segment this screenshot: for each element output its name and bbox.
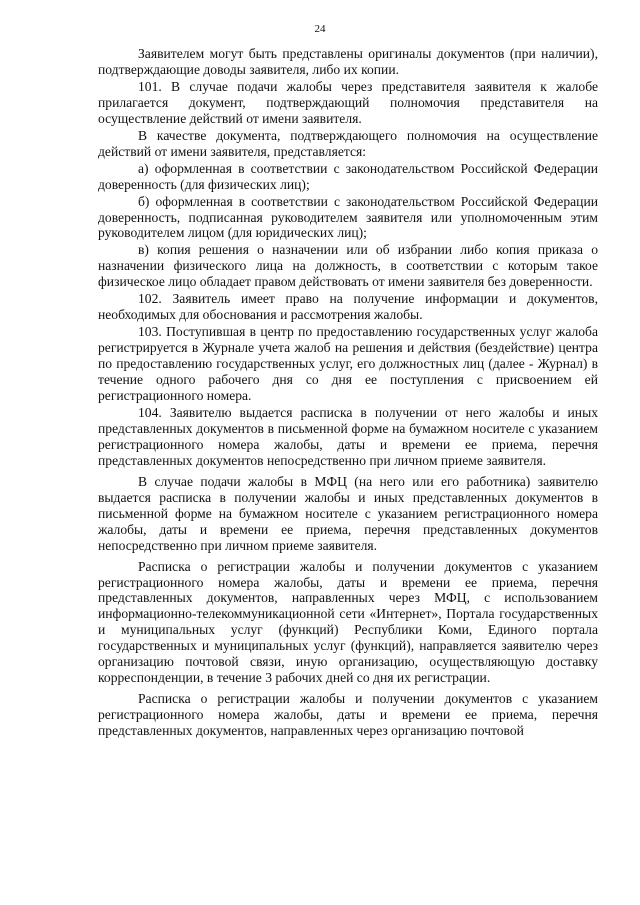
paragraph-103: 103. Поступившая в центр по предоставлению государственных услуг жалоба регистрируется в Журнале учета жалоб на решения и действия (бездействие) центра по предоставлению государственных услуг, его должностных лиц (далее - Журнал) в течение одного рабочего дня со дня ее поступления с присвоением ей регистрационного номера.: [98, 324, 598, 404]
paragraph-104: 104. Заявителю выдается расписка в получении от него жалобы и иных представленных документов в письменной форме на бумажном носителе с указанием регистрационного номера жалобы, даты и времени ее приема, перечня представленных документов непосредственно при личном приеме заявителя.: [98, 404, 598, 468]
paragraph-101: 101. В случае подачи жалобы через представителя заявителя к жалобе прилагается документ, подтверждающий полномочия представителя на осуществление действий от имени заявителя.: [98, 78, 598, 126]
paragraph-receipt-via-mfc: Расписка о регистрации жалобы и получении документов с указанием регистрационного номера жалобы, даты и времени ее приема, перечня представленных документов, направленных через МФЦ, с использованием информационно-телекоммуникационной сети «Интернет», Портала государственных и муниципальных услуг (функций) Республики Коми, Единого портала государственных и муниципальных услуг (функций), направляется заявителю через организацию почтовой связи, иную организацию, осуществляющую доставку корреспонденции, в течение 3 рабочих дней со дня их регистрации.: [98, 558, 598, 686]
page-number: 24: [314, 23, 326, 35]
paragraph-102: 102. Заявитель имеет право на получение информации и документов, необходимых для обоснования и рассмотрения жалобы.: [98, 291, 598, 323]
paragraph-item-b: б) оформленная в соответствии с законодательством Российской Федерации доверенность, подписанная руководителем заявителя или уполномоченным этим руководителем лицом (для юридических лиц);: [98, 193, 598, 241]
paragraph-receipt-via-post: Расписка о регистрации жалобы и получении документов с указанием регистрационного номера жалобы, даты и времени ее приема, перечня представленных документов, направленных через организацию почтовой: [98, 691, 598, 739]
paragraph-representative-document: В качестве документа, подтверждающего полномочия на осуществление действий от имени заявителя, представляется:: [98, 127, 598, 159]
paragraph-item-v: в) копия решения о назначении или об избрании либо копия приказа о назначении физического лица на должность, в соответствии с которым такое физическое лицо обладает правом действовать от имени заявителя без доверенности.: [98, 242, 598, 290]
paragraph-item-a: а) оформленная в соответствии с законодательством Российской Федерации доверенность (для физических лиц);: [98, 160, 598, 192]
document-body: [98, 46, 598, 740]
paragraph-originals: Заявителем могут быть представлены оригиналы документов (при наличии), подтверждающие доводы заявителя, либо их копии.: [98, 46, 598, 77]
paragraph-mfc-receipt: В случае подачи жалобы в МФЦ (на него или его работника) заявителю выдается расписка в получении жалобы и иных представленных документов в письменной форме на бумажном носителе с указанием регистрационного номера жалобы, даты и времени ее приема, перечня представленных документов непосредственно при личном приеме заявителя.: [98, 473, 598, 553]
